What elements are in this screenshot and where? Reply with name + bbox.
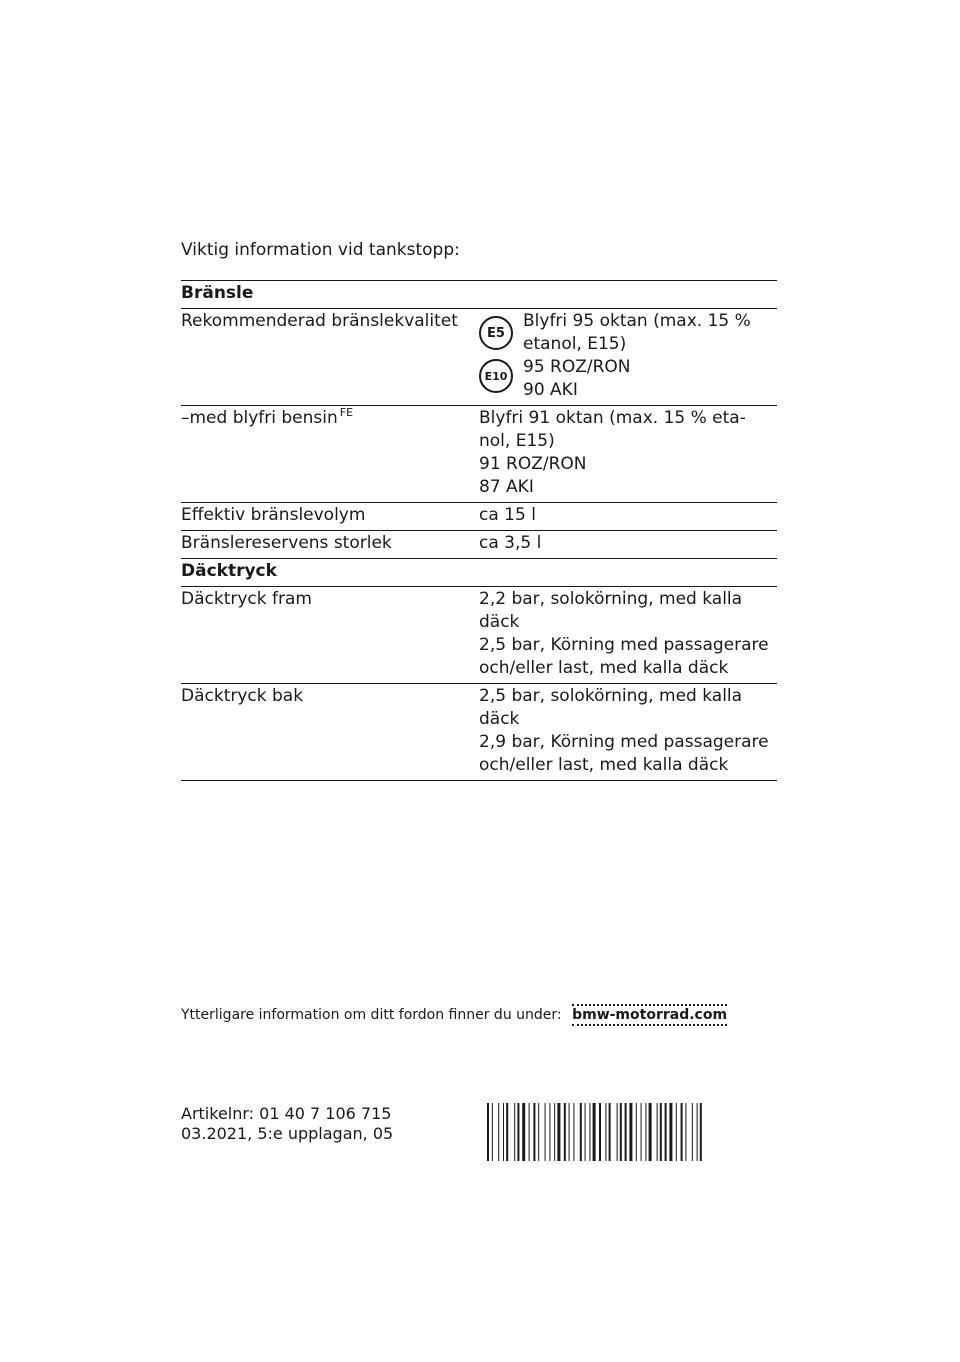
footnote-marker: FE <box>339 406 354 419</box>
value-line: och/eller last, med kalla däck <box>479 755 729 775</box>
e5-fuel-icon: E5 <box>479 316 513 350</box>
value-line: 2,2 bar, solokörning, med kalla <box>479 589 743 609</box>
value-line: 2,9 bar, Körning med passagerare <box>479 732 769 752</box>
spec-value <box>479 588 777 680</box>
value-line: nol, E15) <box>479 431 555 451</box>
spec-label: Däcktryck bak <box>181 686 304 706</box>
spec-value <box>479 310 777 402</box>
value-line: däck <box>479 709 520 729</box>
edition-info: 03.2021, 5:e upplagan, 05 <box>181 1124 394 1143</box>
spec-label: Effektiv bränslevolym <box>181 505 366 525</box>
spec-row-volume <box>181 502 777 530</box>
spec-value <box>479 685 777 777</box>
barcode-icon <box>487 1103 777 1161</box>
spec-row-recommended-fuel <box>181 308 777 405</box>
more-info <box>181 1007 727 1023</box>
fuel-text <box>523 310 751 402</box>
value-line: 2,5 bar, solokörning, med kalla <box>479 686 743 706</box>
value-line: 91 ROZ/RON <box>479 454 587 474</box>
more-info-text: Ytterligare information om ditt fordon finner du under: <box>181 1007 562 1023</box>
spec-row-tire-rear <box>181 683 777 781</box>
section-title: Bränsle <box>181 283 254 303</box>
spec-label <box>181 407 479 499</box>
label-text: –med blyfri bensin <box>181 408 338 428</box>
spec-label: Däcktryck fram <box>181 589 312 609</box>
value-line: Blyfri 91 oktan (max. 15 % eta- <box>479 408 746 428</box>
spec-value: ca 15 l <box>479 505 536 525</box>
spec-value <box>479 407 777 499</box>
value-line: och/eller last, med kalla däck <box>479 658 729 678</box>
website-link[interactable]: bmw-motorrad.com <box>572 1004 727 1026</box>
section-header-tires <box>181 558 777 586</box>
value-line: 2,5 bar, Körning med passagerare <box>479 635 769 655</box>
section-header-fuel <box>181 280 777 308</box>
spec-table <box>181 280 777 781</box>
fuel-badges <box>479 310 523 402</box>
spec-row-unleaded <box>181 405 777 502</box>
value-line: däck <box>479 612 520 632</box>
spec-label: Bränslereservens storlek <box>181 533 392 553</box>
spec-row-reserve <box>181 530 777 558</box>
value-line: Blyfri 95 oktan (max. 15 % <box>523 311 751 331</box>
value-line: 90 AKI <box>523 380 578 400</box>
article-info <box>181 1104 393 1144</box>
spec-row-tire-front <box>181 586 777 683</box>
article-number: Artikelnr: 01 40 7 106 715 <box>181 1104 392 1123</box>
value-line: 95 ROZ/RON <box>523 357 631 377</box>
value-line: 87 AKI <box>479 477 534 497</box>
section-title: Däcktryck <box>181 561 277 581</box>
e10-fuel-icon: E10 <box>479 359 513 393</box>
value-line: etanol, E15) <box>523 334 627 354</box>
spec-label: Rekommenderad bränslekvalitet <box>181 311 458 331</box>
spec-value: ca 3,5 l <box>479 533 542 553</box>
intro-text: Viktig information vid tankstopp: <box>181 240 460 260</box>
